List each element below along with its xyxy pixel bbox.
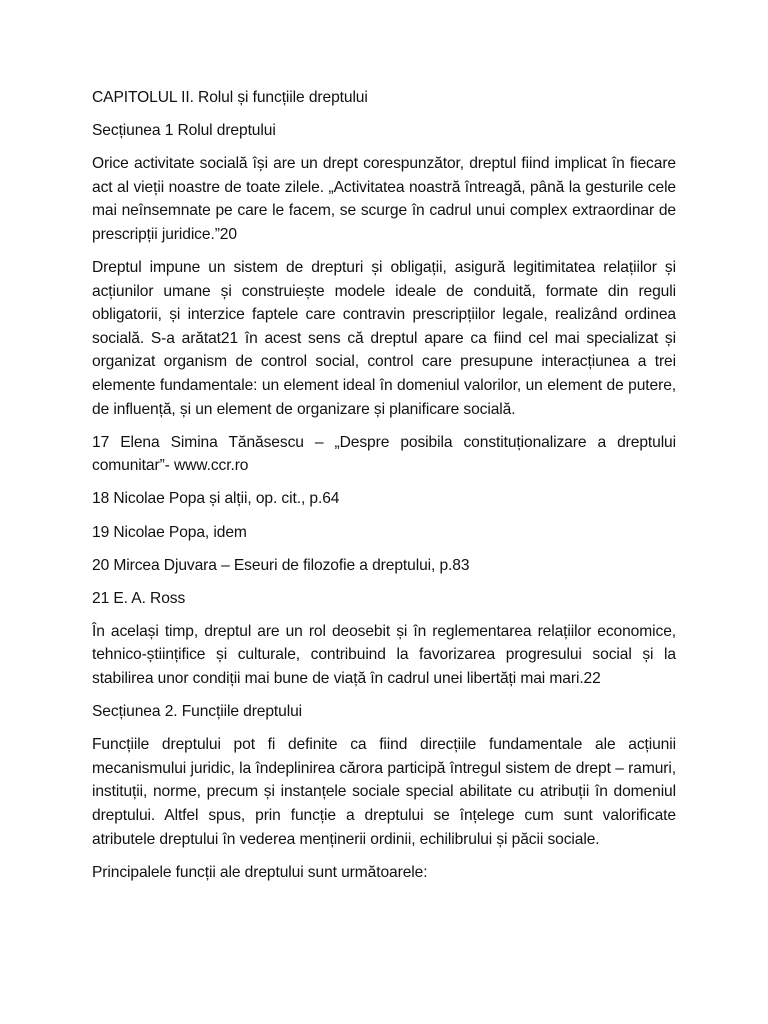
paragraph: Dreptul impune un sistem de drepturi și obligații, asigură legitimitatea relațiilor și acțiunilor umane și construiește modele ideale de conduită, formate din reguli obligatorii, și interzice faptele care contravin prescripțiilor legale, realizând ordinea socială. S-a arătat21 în acest sens că dreptul apare ca fiind cel mai specializat și organizat organism de control social, control care presupune interacțiunea a trei elemente fundamentale: un element ideal în domeniul valorilor, un element de putere, de influență, și un element de organizare și planificare socială.	[92, 259, 676, 418]
paragraph: Principalele funcții ale dreptului sunt următoarele:	[92, 863, 428, 881]
paragraph: În același timp, dreptul are un rol deosebit și în reglementarea relațiilor economice, tehnico-științifice și culturale, contribuind la favorizarea progresului social și la stabilirea unor condiții mai bune de viață în cadrul unei libertăți mai mari.22	[92, 622, 676, 687]
chapter-title: CAPITOLUL II. Rolul și funcțiile dreptului	[92, 89, 368, 106]
paragraph: Orice activitate socială își are un drept corespunzător, dreptul fiind implicat în fiecare act al vieții noastre de toate zilele. „Activitatea noastră întreagă, până la gesturile cele mai neînsemnate pe care le facem, se scurge în cadrul unui complex extraordinar de prescripții juridice.”20	[92, 155, 676, 243]
paragraph: Funcțiile dreptului pot fi definite ca fiind direcțiile fundamentale ale acțiunii mecanismului juridic, la îndeplinirea cărora participă întregul sistem de drept – ramuri, instituții, norme, precum și instanțele sociale special abilitate cu atribuții în domeniul dreptului. Altfel spus, prin funcție a dreptului se înțelege cum sunt valorificate atributele dreptului în vederea menținerii ordinii, echilibrului și păcii sociale.	[92, 736, 676, 848]
section-title: Secțiunea 1 Rolul dreptului	[92, 122, 276, 140]
document-page	[92, 86, 676, 894]
footnote: 19 Nicolae Popa, idem	[92, 523, 247, 541]
section-title: Secțiunea 2. Funcțiile dreptului	[92, 703, 303, 721]
footnote: 20 Mircea Djuvara – Eseuri de filozofie a dreptului, p.83	[92, 556, 470, 574]
footnote: 21 E. A. Ross	[92, 589, 186, 607]
footnote: 17 Elena Simina Tănăsescu – „Despre posibila constituționalizare a dreptului comunitar”- www.ccr.ro	[92, 433, 676, 475]
footnote: 18 Nicolae Popa și alții, op. cit., p.64	[92, 490, 340, 508]
